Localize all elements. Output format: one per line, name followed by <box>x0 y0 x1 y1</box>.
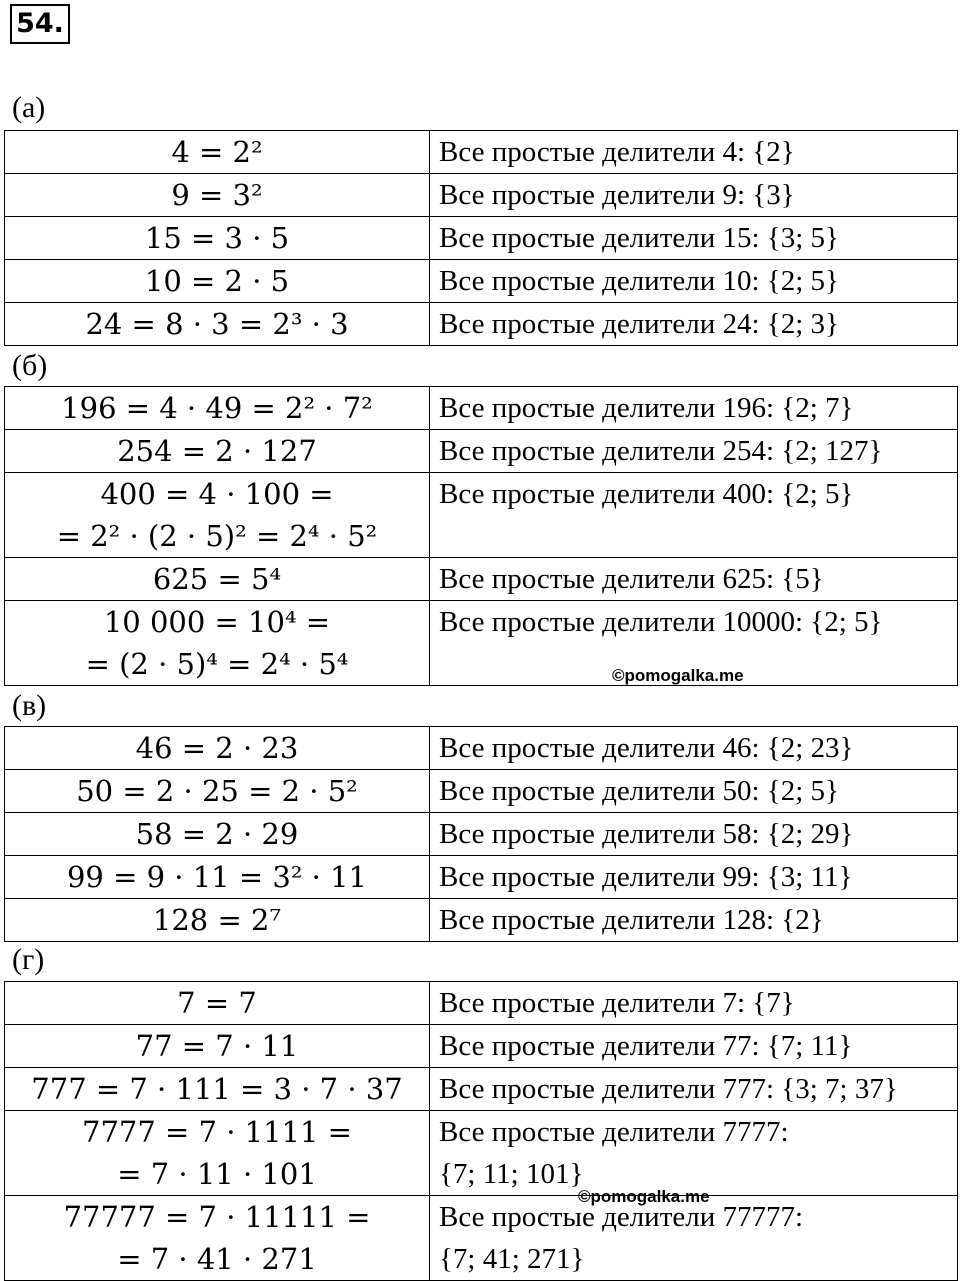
problem-number: 54. <box>10 4 70 44</box>
divisors-cell: Все простые делители 128: {2} <box>430 899 958 942</box>
table-section-c <box>4 726 958 942</box>
table-row <box>5 1025 958 1068</box>
divisors-cell: Все простые делители 10: {2; 5} <box>430 260 958 303</box>
divisors-cell: Все простые делители 99: {3; 11} <box>430 856 958 899</box>
table-row <box>5 1068 958 1111</box>
table-row <box>5 1111 958 1196</box>
factorization-cell: 9 = 3² <box>5 174 430 217</box>
factorization-cell: 7 = 7 <box>5 982 430 1025</box>
factorization-cell: 4 = 2² <box>5 131 430 174</box>
table-row <box>5 387 958 430</box>
factorization-cell: 10 000 = 10⁴ = = (2 · 5)⁴ = 2⁴ · 5⁴ <box>5 601 430 686</box>
divisors-cell: Все простые делители 777: {3; 7; 37} <box>430 1068 958 1111</box>
factorization-cell: 400 = 4 · 100 = = 2² · (2 · 5)² = 2⁴ · 5² <box>5 473 430 558</box>
divisors-cell: Все простые делители 46: {2; 23} <box>430 727 958 770</box>
factorization-cell: 77 = 7 · 11 <box>5 1025 430 1068</box>
factorization-cell: 196 = 4 · 49 = 2² · 7² <box>5 387 430 430</box>
table-row <box>5 260 958 303</box>
divisors-cell: Все простые делители 77: {7; 11} <box>430 1025 958 1068</box>
divisors-cell: Все простые делители 400: {2; 5} <box>430 473 958 558</box>
table-row <box>5 727 958 770</box>
table-row <box>5 174 958 217</box>
divisors-cell: Все простые делители 24: {2; 3} <box>430 303 958 346</box>
divisors-cell: Все простые делители 15: {3; 5} <box>430 217 958 260</box>
divisors-cell: Все простые делители 7777: {7; 11; 101} <box>430 1111 958 1196</box>
table-row <box>5 217 958 260</box>
factorization-cell: 10 = 2 · 5 <box>5 260 430 303</box>
factorization-cell: 77777 = 7 · 11111 = = 7 · 41 · 271 <box>5 1196 430 1281</box>
divisors-cell: Все простые делители 625: {5} <box>430 558 958 601</box>
table-row <box>5 303 958 346</box>
factorization-cell: 99 = 9 · 11 = 3² · 11 <box>5 856 430 899</box>
factorization-cell: 24 = 8 · 3 = 2³ · 3 <box>5 303 430 346</box>
divisors-cell: Все простые делители 50: {2; 5} <box>430 770 958 813</box>
divisors-cell: Все простые делители 77777: {7; 41; 271} <box>430 1196 958 1281</box>
divisors-cell: Все простые делители 254: {2; 127} <box>430 430 958 473</box>
divisors-cell: Все простые делители 58: {2; 29} <box>430 813 958 856</box>
factorization-cell: 46 = 2 · 23 <box>5 727 430 770</box>
table-row <box>5 813 958 856</box>
watermark: ©pomogalka.me <box>578 1187 710 1206</box>
table-section-b <box>4 386 958 686</box>
section-label-d: (г) <box>12 943 45 976</box>
table-row <box>5 899 958 942</box>
section-label-b: (б) <box>12 349 48 382</box>
table-row <box>5 430 958 473</box>
table-row <box>5 856 958 899</box>
section-label-a: (а) <box>12 91 46 124</box>
factorization-cell: 15 = 3 · 5 <box>5 217 430 260</box>
table-row <box>5 601 958 686</box>
factorization-cell: 58 = 2 · 29 <box>5 813 430 856</box>
divisors-cell: Все простые делители 9: {3} <box>430 174 958 217</box>
factorization-cell: 7777 = 7 · 1111 = = 7 · 11 · 101 <box>5 1111 430 1196</box>
divisors-cell: Все простые делители 7: {7} <box>430 982 958 1025</box>
table-row <box>5 558 958 601</box>
table-row <box>5 770 958 813</box>
factorization-cell: 625 = 5⁴ <box>5 558 430 601</box>
table-section-d <box>4 981 958 1281</box>
divisors-cell: Все простые делители 196: {2; 7} <box>430 387 958 430</box>
factorization-cell: 50 = 2 · 25 = 2 · 5² <box>5 770 430 813</box>
factorization-cell: 254 = 2 · 127 <box>5 430 430 473</box>
table-row <box>5 473 958 558</box>
watermark: ©pomogalka.me <box>612 666 744 685</box>
table-row <box>5 131 958 174</box>
divisors-cell: Все простые делители 10000: {2; 5} <box>430 601 958 686</box>
factorization-cell: 777 = 7 · 111 = 3 · 7 · 37 <box>5 1068 430 1111</box>
divisors-cell: Все простые делители 4: {2} <box>430 131 958 174</box>
table-section-a <box>4 130 958 346</box>
table-row <box>5 982 958 1025</box>
factorization-cell: 128 = 2⁷ <box>5 899 430 942</box>
table-row <box>5 1196 958 1281</box>
section-label-c: (в) <box>12 689 47 722</box>
